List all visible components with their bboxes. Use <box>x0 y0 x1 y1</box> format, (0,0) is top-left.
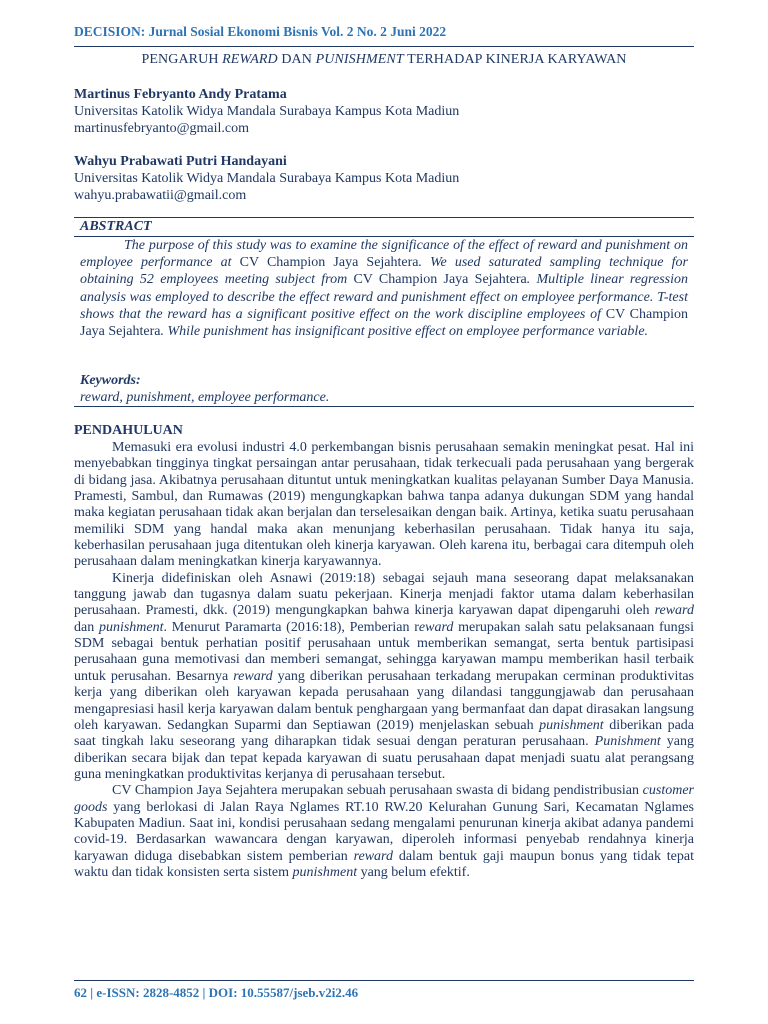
text-run: customer goods <box>74 783 694 815</box>
text-run: yang diberikan perusahaan terkadang merupakan cerminan produktivitas kerja yang diberikan oleh karyawan kepada perusahaan yang dilandasi tanggungjawab dan perusahaan mengapresiasi hasil kerja karyawan dalam bentuk penghargaan yang bermanfaat dan dapat dirasakan langsung oleh karyawan. Sedangkan Suparmi dan Septiawan (2019) menjelaskan sebuah <box>74 668 694 733</box>
text-run: diberikan pada saat tingkah laku seseorang yang diharapkan tidak sesuai dengan peraturan perusahaan. <box>74 717 695 750</box>
abstract-company: CV Champion Jaya Sejahtera <box>353 272 527 288</box>
author-name: Martinus Febryanto Andy Pratama <box>74 87 287 102</box>
abstract-text <box>80 237 688 340</box>
author-affiliation: Universitas Katolik Widya Mandala Surabaya Kampus Kota Madiun <box>74 104 460 119</box>
abstract-label: ABSTRACT <box>80 219 152 234</box>
header-divider <box>74 46 694 47</box>
footer-divider <box>74 980 694 981</box>
title-part: REWARD <box>222 52 278 67</box>
keywords-label: Keywords: <box>80 373 141 388</box>
author-block-1 <box>74 86 459 137</box>
text-run: yang diberikan secara bijak dan tepat kepada karyawan di suatu perusahaan dapat menjadi suatu alat perangsang guna meningkatkan produktivitas kerjanya di perusahaan tersebut. <box>74 734 694 782</box>
title-part: PUNISHMENT <box>315 52 404 67</box>
author-affiliation: Universitas Katolik Widya Mandala Surabaya Kampus Kota Madiun <box>74 171 460 186</box>
text-run: reward <box>233 668 273 684</box>
text-run: punishment <box>539 717 604 733</box>
text-run: dalam bentuk gaji maupun bonus yang tidak tepat waktu dan tidak konsisten serta sistem <box>74 848 695 880</box>
abstract-part: . Multiple linear regression analysis was employed to describe the effect reward and punishment effect on employee performance. T-test shows that the reward has a significant positive effect on the work discipline employees of <box>80 272 688 322</box>
author-email[interactable]: martinusfebryanto@gmail.com <box>74 121 250 136</box>
keywords-text: reward, punishment, employee performance. <box>80 390 330 405</box>
paragraph-1: Memasuki era evolusi industri 4.0 perkembangan bisnis perusahaan semakin meningkat pesat. Hal ini menyebabkan tingginya tingkat persaingan antar perusahaan, tidak terkecuali pada perusahaan yang bergerak di bidang jasa. Akibatnya perusahaan dituntut untuk meningkatkan kualitas pelayanan Sumber Daya Manusia. Pramesti, Sambul, dan Rumawas (2019) mengungkapkan bahwa tanpa adanya dukungan SDM yang handal maka kegiatan perusahaan tidak akan berjalan dan terselesaikan dengan baik. Artinya, ketika suatu perusahaan memiliki SDM yang handal maka akan menunjang keberhasilan perusahaan. Tidak hanya itu saja, keberhasilan perusahaan juga ditentukan oleh kinerja karyawan. Oleh karena itu, berbagai cara ditempuh oleh perusahaan dalam meningkatkan kinerja karyawannya. <box>74 440 694 570</box>
title-part: DAN <box>277 52 316 67</box>
author-name: Wahyu Prabawati Putri Handayani <box>74 154 287 169</box>
text-run: CV Champion Jaya Sejahtera merupakan sebuah perusahaan swasta di bidang pendistribusian <box>112 783 643 799</box>
keywords-rule <box>74 406 694 407</box>
text-run: reward <box>353 848 393 864</box>
abstract-top-rule <box>74 217 694 218</box>
text-run: punishment <box>98 619 164 635</box>
abstract-company: CV Champion Jaya Sejahtera <box>239 255 419 271</box>
text-run: eward <box>418 619 454 635</box>
title-part: TERHADAP KINERJA KARYAWAN <box>403 52 627 67</box>
page-footer: 62 | e-ISSN: 2828-4852 | DOI: 10.55587/jseb.v2i2.46 <box>74 985 359 1000</box>
abstract-part: . While punishment has insignificant positive effect on employee performance variable. <box>160 324 649 340</box>
author-block-2 <box>74 153 459 204</box>
text-run: dan <box>74 619 99 635</box>
author-email[interactable]: wahyu.prabawatii@gmail.com <box>74 188 247 203</box>
paragraph-2 <box>74 571 694 783</box>
text-run: yang berlokasi di Jalan Raya Nglames RT.10 RW.20 Kelurahan Gunung Sari, Kecamatan Nglames Kabupaten Madiun. Saat ini, kondisi perusahaan sedang mengalami penurunan kinerja akibat adanya pandemi covid-19. Berdasarkan wawancara dengan karyawan, diperoleh informasi penyebab rendahnya kinerja karyawan diduga disebabkan sistem pemberian <box>74 799 694 864</box>
paragraph-3 <box>74 783 694 881</box>
abstract-part: The purpose of this study was to examine the significance of the effect of reward and punishment on employee performance at <box>80 238 688 271</box>
text-run: yang belum efektif. <box>357 864 470 880</box>
text-run: Punishment <box>594 734 661 750</box>
text-run: Kinerja didefiniskan oleh Asnawi (2019:18) sebagai sejauh mana seseorang dapat melaksanakan tanggung jawab dan tugasnya dalam suatu pekerjaan. Kinerja menjadi faktor utama dalam keberhasilan perusahaan. Pramesti, dkk. (2019) mengungkapkan bahwa kinerja karyawan dapat dipengaruhi oleh <box>74 570 694 619</box>
abstract-part: . We used saturated sampling technique for obtaining 52 employees meeting subject from <box>80 255 688 288</box>
title-part: PENGARUH <box>141 52 223 67</box>
abstract-company: CV Champion Jaya Sejahtera <box>80 306 688 340</box>
text-run: punishment <box>292 864 358 880</box>
paper-title <box>74 52 694 68</box>
section-title: PENDAHULUAN <box>74 423 183 438</box>
journal-header: DECISION: Jurnal Sosial Ekonomi Bisnis Vol. 2 No. 2 Juni 2022 <box>74 24 447 39</box>
body-text <box>74 440 694 881</box>
text-run: . Menurut Paramarta (2016:18), Pemberian r <box>163 619 419 635</box>
text-run: reward <box>654 603 694 619</box>
text-run: merupakan salah satu pelaksanaan fungsi SDM sebagai bentuk perhatian positif perusahaan untuk memberikan semangat, serta bentuk partisipasi perusahaan guna memotivasi dan memberi semangat, sehingga karyawan mampu memberikan hasil terbaik untuk perusahan. Besarnya <box>74 619 694 684</box>
